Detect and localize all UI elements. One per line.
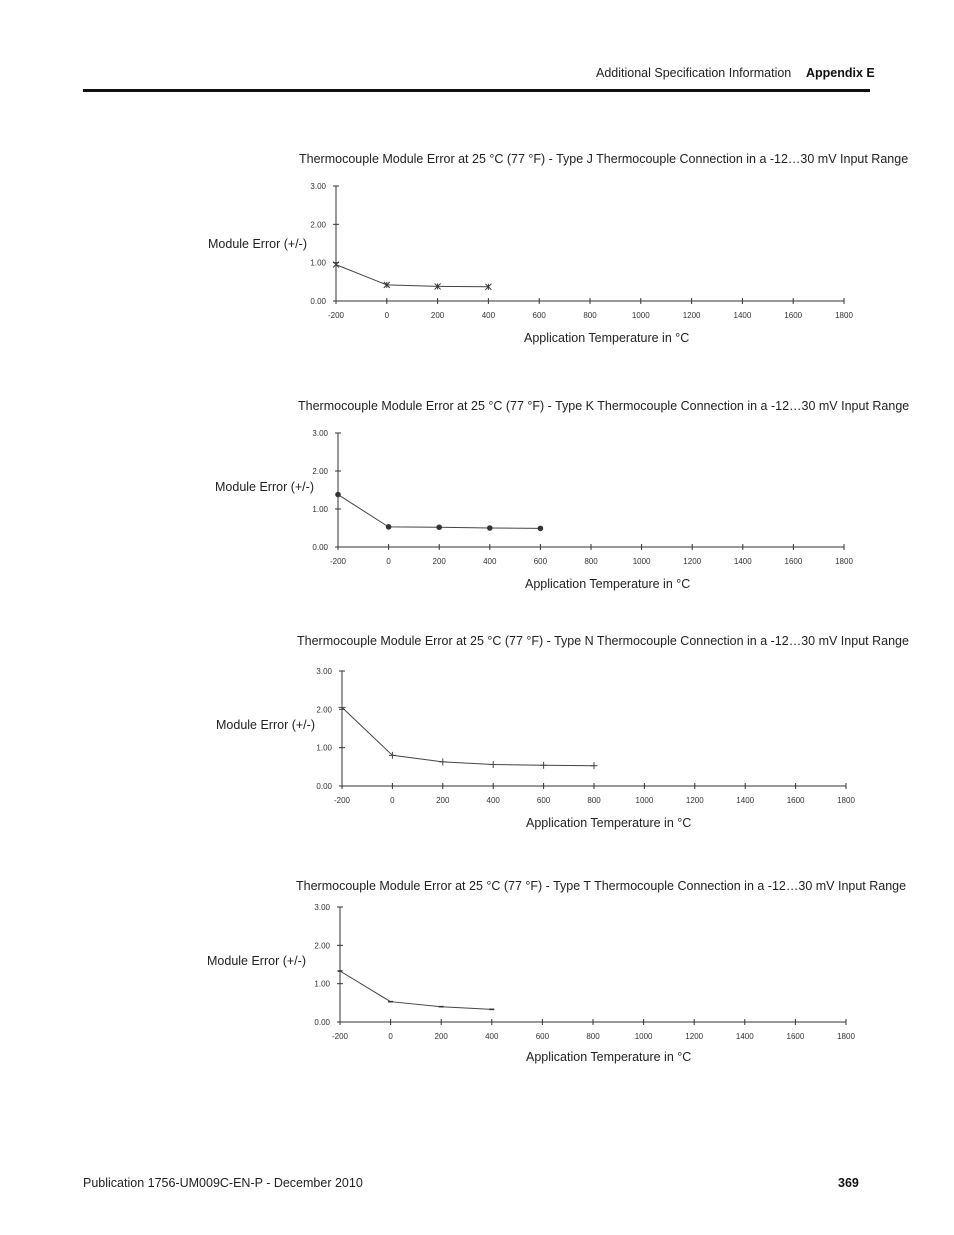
y-tick-label: 1.00 xyxy=(310,258,326,268)
x-tick-label: 1200 xyxy=(682,311,701,320)
x-tick-label: 1800 xyxy=(837,796,855,805)
x-tick-label: 1000 xyxy=(631,311,650,320)
x-tick-label: 0 xyxy=(388,1032,393,1041)
y-axis-title: Module Error (+/-) xyxy=(207,954,306,968)
y-tick-label: 3.00 xyxy=(314,903,330,912)
x-tick-label: 200 xyxy=(430,311,445,320)
y-tick-label: 0.00 xyxy=(316,782,332,791)
x-tick-label: 600 xyxy=(536,796,551,805)
x-tick-label: 1000 xyxy=(632,557,651,566)
x-tick-label: 600 xyxy=(533,557,548,566)
x-tick-label: 1200 xyxy=(683,557,702,566)
x-tick-label: 1400 xyxy=(733,557,752,566)
x-tick-label: 200 xyxy=(432,557,446,566)
x-tick-label: 1800 xyxy=(835,557,853,566)
x-tick-label: 400 xyxy=(483,557,497,566)
x-tick-label: 1600 xyxy=(786,796,805,805)
x-tick-label: 1600 xyxy=(784,557,803,566)
x-axis-title: Application Temperature in °C xyxy=(525,577,691,591)
y-axis-title: Module Error (+/-) xyxy=(215,480,314,494)
chart-title: Thermocouple Module Error at 25 °C (77 °F) - Type T Thermocouple Connection in a -12…30 mV Input Range xyxy=(296,879,907,893)
series-line xyxy=(340,971,492,1009)
running-header-appendix: Appendix E xyxy=(806,66,875,80)
y-axis-title: Module Error (+/-) xyxy=(216,718,315,732)
x-tick-label: -200 xyxy=(333,796,351,805)
x-tick-label: 1200 xyxy=(685,796,704,805)
chart-title: Thermocouple Module Error at 25 °C (77 °F) - Type K Thermocouple Connection in a -12…30 mV Input Range xyxy=(298,399,910,413)
x-tick-label: 800 xyxy=(584,557,598,566)
running-header-section: Additional Specification Information xyxy=(596,66,792,80)
footer-publication: Publication 1756-UM009C-EN-P - December 2010 xyxy=(83,1176,363,1190)
x-axis-title: Application Temperature in °C xyxy=(526,816,692,830)
y-tick-label: 3.00 xyxy=(310,182,326,191)
x-tick-label: 200 xyxy=(434,1032,448,1041)
chart-title: Thermocouple Module Error at 25 °C (77 °F) - Type N Thermocouple Connection in a -12…30 mV Input Range xyxy=(297,634,909,648)
x-tick-label: 600 xyxy=(532,311,546,320)
y-tick-label: 0.00 xyxy=(312,543,328,552)
x-tick-label: 1600 xyxy=(786,1032,805,1041)
y-tick-label: 2.00 xyxy=(312,467,328,476)
y-tick-label: 2.00 xyxy=(316,705,332,715)
y-tick-label: 2.00 xyxy=(310,220,326,230)
x-tick-label: 1800 xyxy=(837,1032,855,1041)
x-axis-title: Application Temperature in °C xyxy=(526,1050,692,1064)
x-tick-label: 0 xyxy=(384,311,390,320)
x-tick-label: 1400 xyxy=(735,1032,754,1041)
x-tick-label: 0 xyxy=(390,796,395,805)
x-tick-label: 1000 xyxy=(634,1032,653,1041)
x-tick-label: 400 xyxy=(481,311,496,320)
x-tick-label: 200 xyxy=(436,796,450,805)
y-tick-label: 1.00 xyxy=(314,979,330,989)
y-tick-label: 3.00 xyxy=(312,429,328,438)
chart-title: Thermocouple Module Error at 25 °C (77 °F) - Type J Thermocouple Connection in a -12…30 mV Input Range xyxy=(299,152,909,166)
y-tick-label: 1.00 xyxy=(312,505,328,514)
x-tick-label: 1200 xyxy=(685,1032,704,1041)
x-tick-label: 800 xyxy=(583,311,597,320)
x-tick-label: 1600 xyxy=(784,311,803,320)
page-number: 369 xyxy=(838,1176,859,1190)
y-tick-label: 2.00 xyxy=(314,941,330,951)
x-tick-label: -200 xyxy=(331,1032,349,1041)
x-tick-label: -200 xyxy=(329,557,347,566)
x-tick-label: 1800 xyxy=(835,311,853,320)
y-tick-label: 3.00 xyxy=(316,667,332,676)
x-tick-label: 400 xyxy=(485,1032,499,1041)
y-tick-label: 1.00 xyxy=(316,743,332,753)
y-tick-label: 0.00 xyxy=(310,297,326,306)
y-tick-label: 0.00 xyxy=(314,1018,330,1027)
x-tick-label: 0 xyxy=(386,557,391,566)
x-tick-label: 1000 xyxy=(635,796,654,805)
x-tick-label: 600 xyxy=(535,1032,550,1041)
x-tick-label: 400 xyxy=(486,796,500,805)
x-tick-label: 800 xyxy=(587,796,601,805)
x-tick-label: 800 xyxy=(586,1032,600,1041)
x-tick-label: -200 xyxy=(327,311,345,320)
y-axis-title: Module Error (+/-) xyxy=(208,237,307,251)
x-axis-title: Application Temperature in °C xyxy=(524,331,690,345)
x-tick-label: 1400 xyxy=(736,796,755,805)
x-tick-label: 1400 xyxy=(733,311,752,320)
